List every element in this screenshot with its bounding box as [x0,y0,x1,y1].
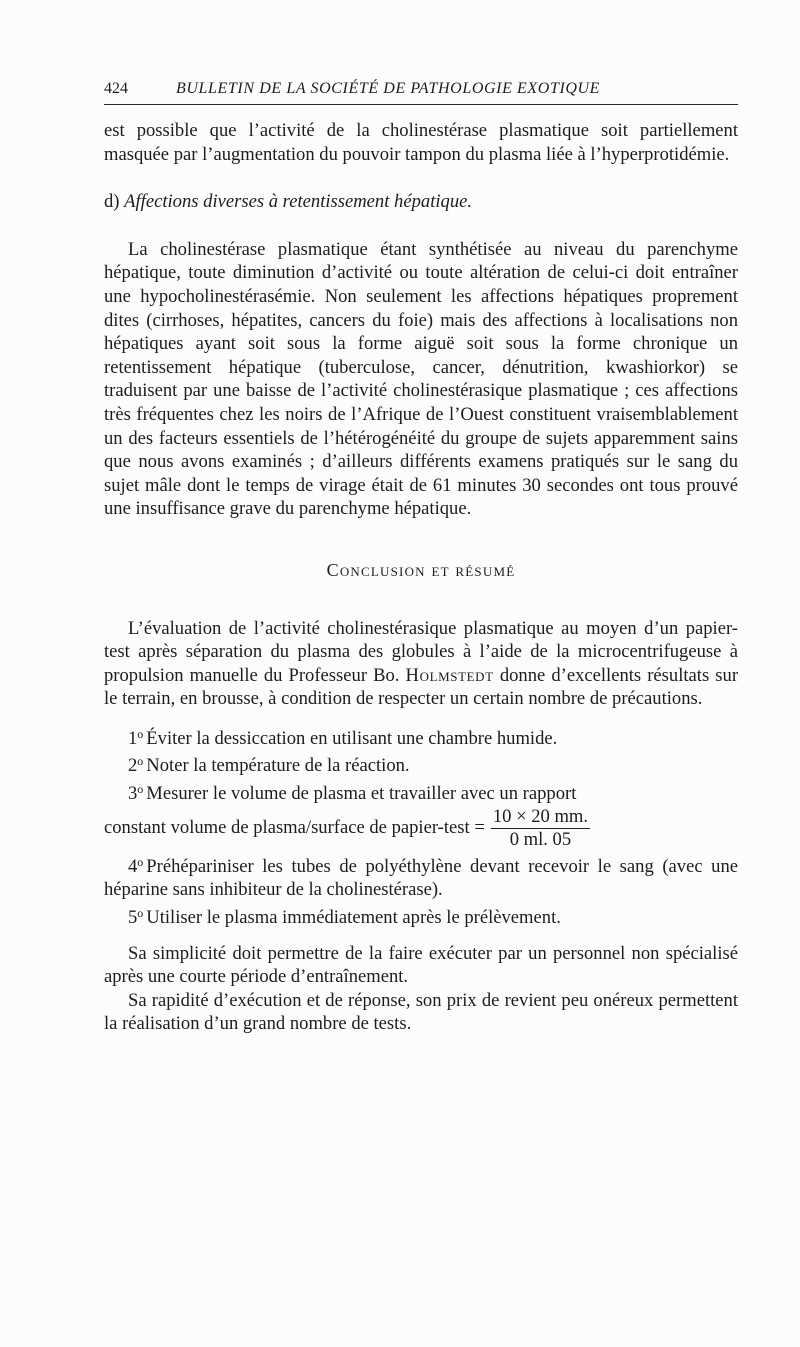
ordinal-mark: o [137,782,144,797]
list-item-3 [104,778,738,806]
list-number: 5 [128,907,138,929]
list-text: Éviter la dessiccation en utilisant une chambre humide. [146,727,558,749]
paragraph-simplicity: Sa simplicité doit permettre de la faire exécuter par un personnel non spécialisé après une courte période d’entraînement. [104,942,738,988]
section-title: Conclusion et résumé [326,559,516,580]
paragraph-conclusion [104,617,738,711]
subsection-heading-d [104,190,738,214]
author-name: Holmstedt [405,664,494,686]
ordinal-mark: o [137,754,144,769]
paragraph-hepatic: La cholinestérase plasmatique étant synthétisée au niveau du parenchyme hépatique, toute diminution d’activité ou toute altération de celui-ci doit entraîner une hypocholinestérasémie. Non seulement les affections hépatiques proprement dites (cirrhoses, hépatites, cancers du foie) mais des affections à localisations non hépatiques ayant soit sous la forme aiguë soit sous la forme chronique un retentissement hépatique (tuberculose, cancer, dénutrition, kwashiorkor) se traduisent par une baisse de l’activité cholinestérasique plasmatique ; ces affections très fréquentes chez les noirs de l’Afrique de l’Ouest constituent vraisemblablement un des facteurs essentiels de l’hétérogénéité du groupe de sujets apparemment sains que nous avons examinés ; d’ailleurs différents examens pratiqués sur le sang du sujet mâle dont le temps de virage était de 61 minutes 30 secondes ont tous prouvé une insuffisance grave du parenchyme hépatique. [104,238,738,520]
list-number: 1 [128,727,138,749]
formula-fraction [491,806,590,851]
page-number: 424 [104,80,128,97]
list-item-5 [104,902,738,930]
article-body [104,119,738,1036]
ordinal-mark: o [137,854,144,869]
list-number: 3 [128,783,138,805]
conclusion-text-end: donne d’excellents résultats sur le terrain, en brousse, à condition de respecter un certain nombre de précautions. [104,664,739,710]
subsection-label: d) [104,191,120,213]
list-text: Utiliser le plasma immédiatement après le prélèvement. [146,907,561,929]
list-item-2 [104,750,738,778]
list-item-1 [104,723,738,751]
list-text: Préhépariniser les tubes de polyéthylène devant recevoir le sang (avec une héparine sans inhibiteur de la cholinestérase). [104,855,738,901]
list-number: 2 [128,755,138,777]
list-item-4 [104,851,738,902]
list-number: 4 [128,855,138,877]
page-header [104,70,738,105]
fraction-numerator: 10 × 20 mm. [492,805,589,827]
journal-page [104,70,738,1036]
paragraph-continuation: est possible que l’activité de la cholinestérase plasmatique soit partiellement masquée par l’augmentation du pouvoir tampon du plasma liée à l’hyperprotidémie. [104,120,738,165]
conclusion-text-start: L’évaluation de l’activité cholinestérasique plasmatique au moyen d’un papier-test après séparation du plasma des globules à l’aide de la microcentrifugeuse à propulsion manuelle du Professeur Bo. [104,617,738,686]
list-text: Mesurer le volume de plasma et travailler avec un rapport [146,783,577,805]
subsection-title: Affections diverses à retentissement hépatique. [124,191,473,213]
ordinal-mark: o [137,906,144,921]
fraction-denominator: 0 ml. 05 [509,828,572,850]
paragraph-rapidity: Sa rapidité d’exécution et de réponse, son prix de revient peu onéreux permettent la réalisation d’un grand nombre de tests. [104,989,738,1035]
journal-title: BULLETIN DE LA SOCIÉTÉ DE PATHOLOGIE EXOTIQUE [176,80,601,97]
ratio-formula [104,806,738,851]
formula-text: constant volume de plasma/surface de papier-test = [104,816,485,838]
ordinal-mark: o [137,726,144,741]
list-text: Noter la température de la réaction. [146,755,410,777]
